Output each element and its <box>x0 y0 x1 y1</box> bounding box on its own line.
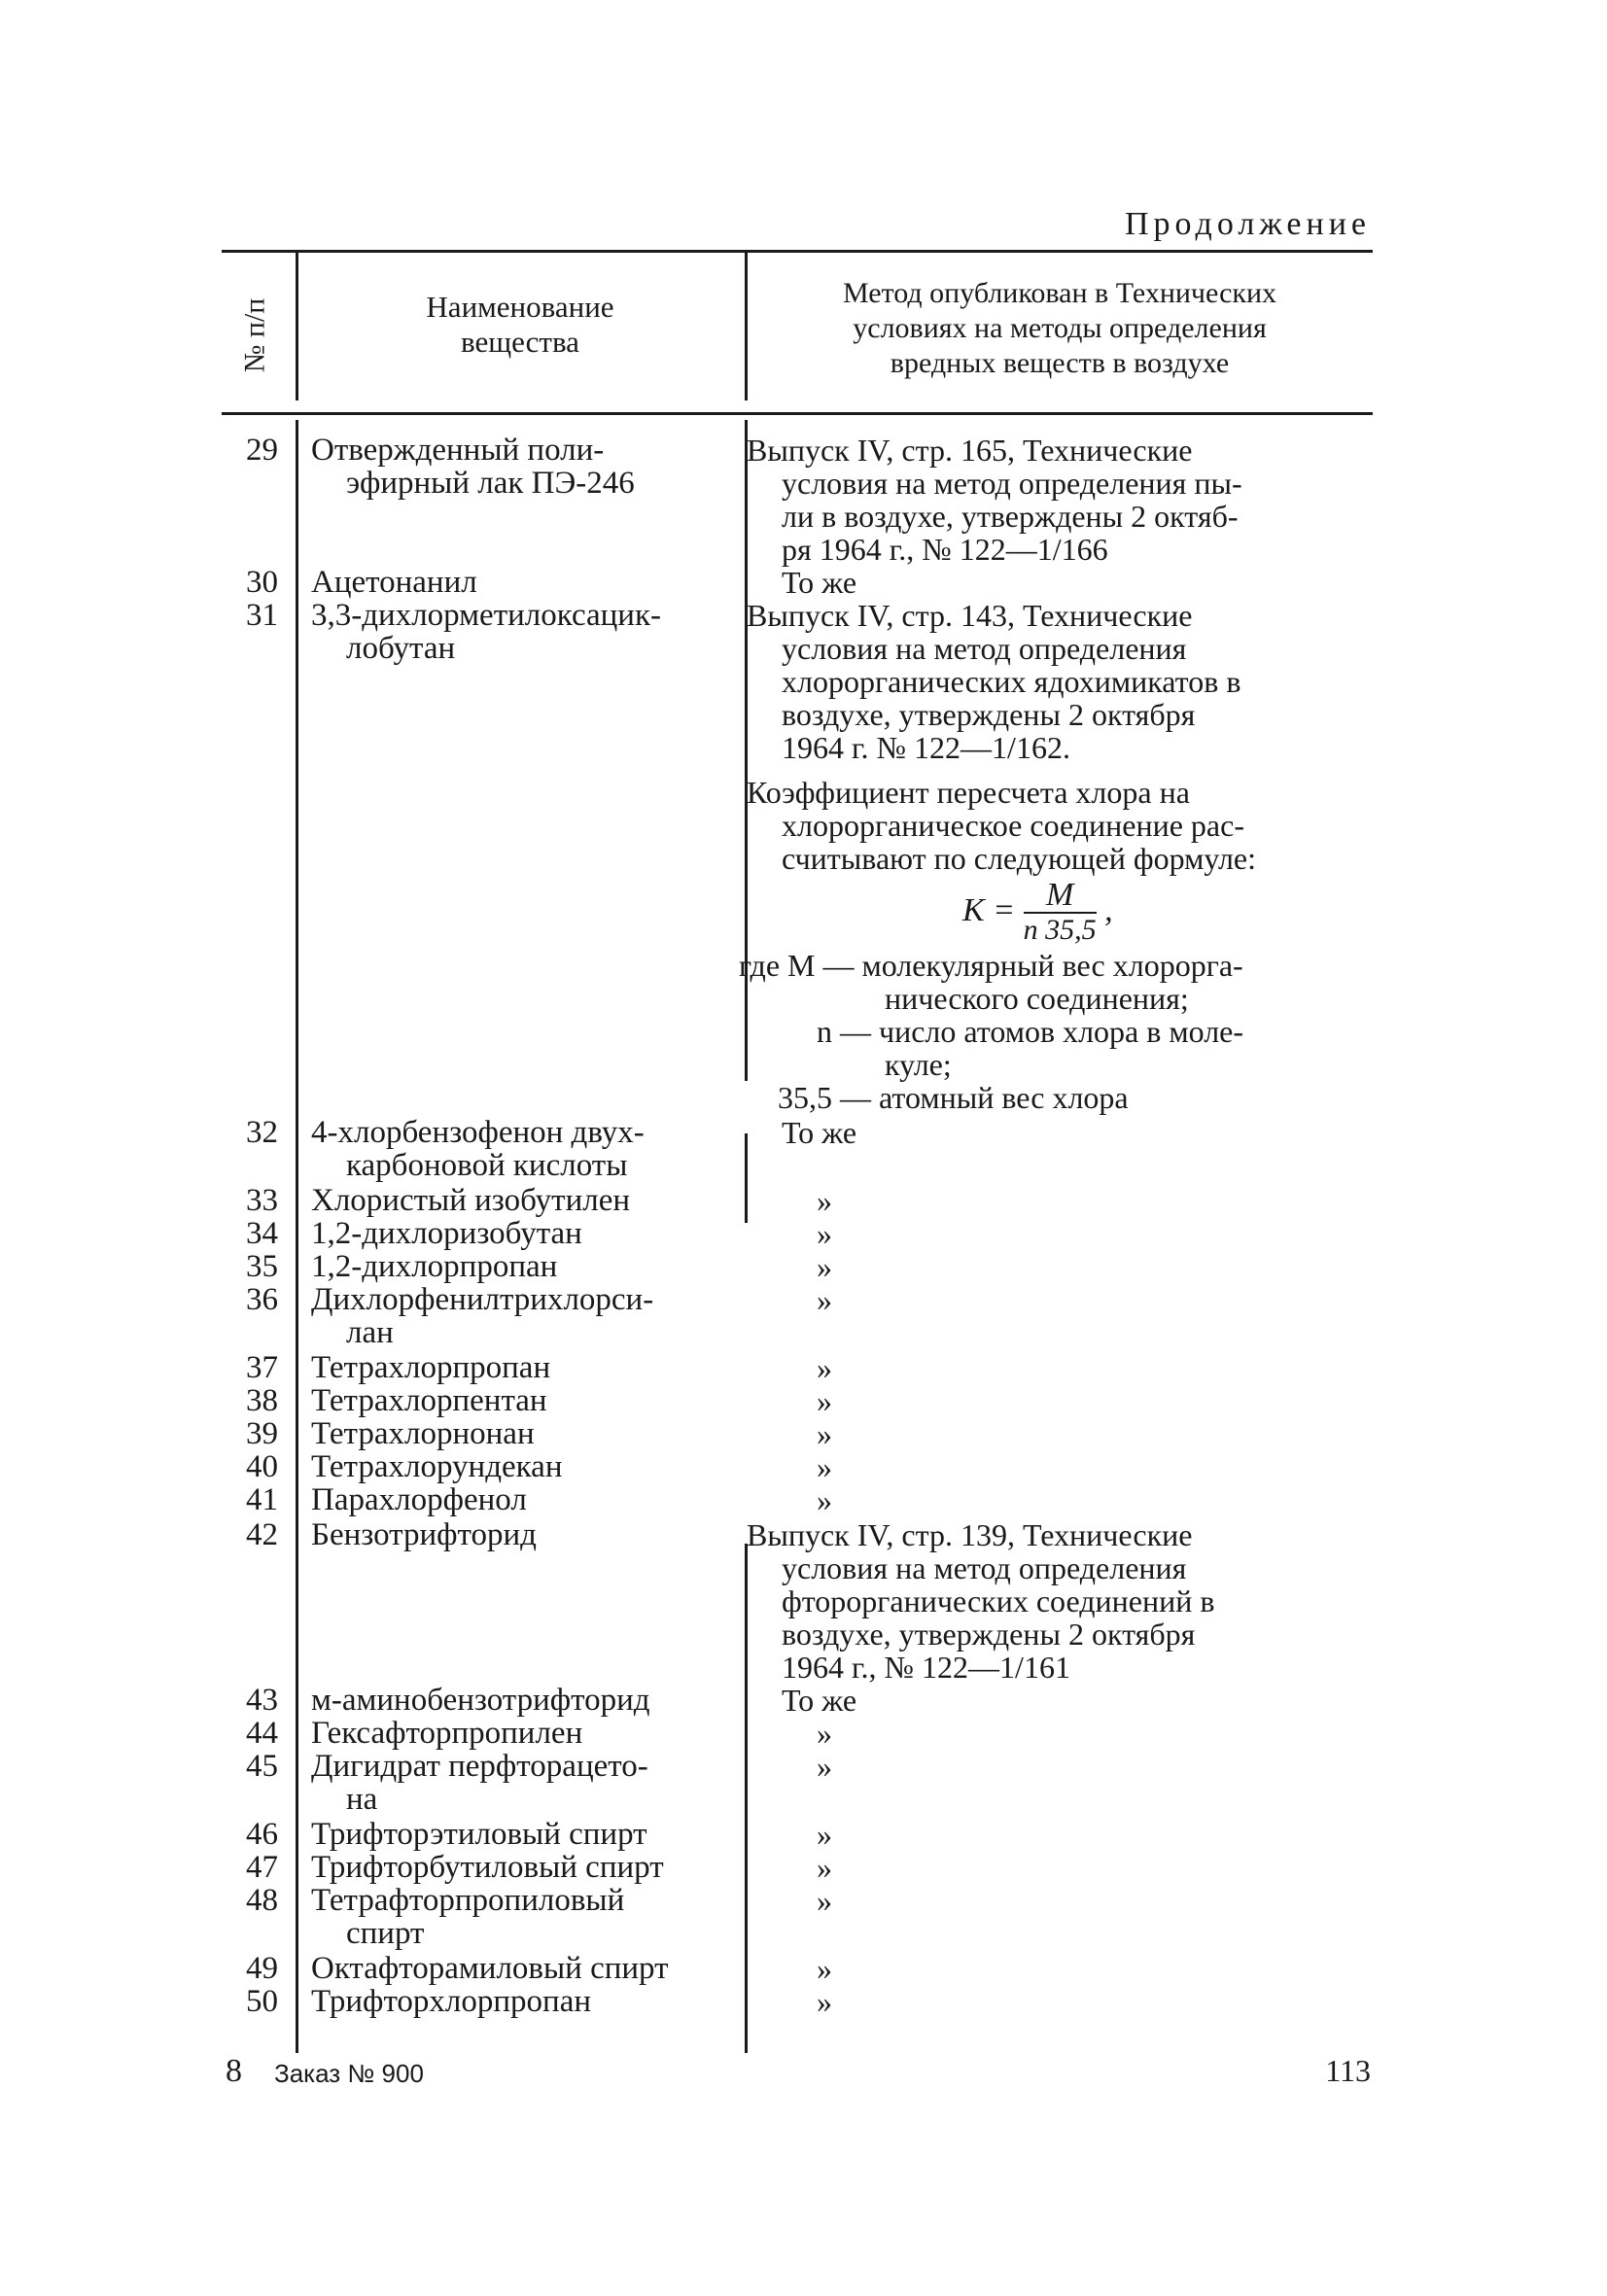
substance-name: м-аминобензотрифторид <box>311 1683 650 1718</box>
row-number: 37 <box>246 1350 278 1385</box>
substance-name: Тетрахлорундекан <box>311 1449 563 1484</box>
substance-name <box>311 1116 739 1182</box>
substance-name <box>311 434 739 500</box>
row-number: 34 <box>246 1216 278 1251</box>
method-cell: » <box>817 1249 832 1284</box>
substance-name: Хлористый изобутилен <box>311 1183 631 1218</box>
substance-name: Бензотрифторид <box>311 1517 537 1552</box>
method-cell: То же <box>782 1115 857 1150</box>
row-number: 50 <box>246 1984 278 2019</box>
row-number: 33 <box>246 1183 278 1218</box>
method-cell: » <box>817 1282 832 1317</box>
row-number: 47 <box>246 1850 278 1885</box>
method-line: условия на метод определения <box>782 1550 1187 1585</box>
method-cell: » <box>817 1383 832 1418</box>
method-cell: » <box>817 1951 832 1986</box>
method-line: воздухе, утверждены 2 октября <box>782 1617 1196 1652</box>
row-number: 43 <box>246 1683 278 1718</box>
note-line: считывают по следующей формуле: <box>782 841 1257 876</box>
method-cell: То же <box>782 1683 857 1718</box>
header-bottom-rule <box>222 412 1373 415</box>
method-cell: » <box>817 1984 832 2019</box>
header-name-line: Наименование <box>426 290 614 324</box>
substance-name: Трифторхлорпропан <box>311 1984 592 2019</box>
method-cell: » <box>817 1716 832 1751</box>
table-top-rule <box>222 250 1373 253</box>
header-divider-2 <box>745 253 748 400</box>
name-line: лан <box>346 1315 394 1350</box>
header-divider-1 <box>296 253 298 400</box>
row-number: 40 <box>246 1449 278 1484</box>
row-number: 35 <box>246 1249 278 1284</box>
legend-line: нического соединения; <box>885 981 1189 1016</box>
formula-numerator: M <box>1024 879 1097 914</box>
method-line: Выпуск IV, стр. 143, Технические <box>747 598 1193 633</box>
header-name-line: вещества <box>461 325 579 359</box>
method-cell: » <box>817 1216 832 1251</box>
method-cell: » <box>817 1883 832 1918</box>
method-cell: » <box>817 1416 832 1451</box>
name-line: Дигидрат перфторацето- <box>311 1749 648 1784</box>
substance-name: Тетрахлорпропан <box>311 1350 551 1385</box>
substance-name: Парахлорфенол <box>311 1482 527 1517</box>
method-line: хлорорганических ядохимикатов в <box>782 664 1241 699</box>
method-cell <box>747 434 1369 566</box>
row-number: 38 <box>246 1383 278 1418</box>
row-number: 44 <box>246 1716 278 1751</box>
formula-legend <box>739 949 1380 1114</box>
note-line: Коэффициент пересчета хлора на <box>747 775 1190 810</box>
method-line: условия на метод определения пы- <box>782 466 1242 501</box>
method-cell: » <box>817 1350 832 1385</box>
method-cell: » <box>817 1183 832 1218</box>
substance-name: Гексафторпропилен <box>311 1716 583 1751</box>
row-number: 45 <box>246 1749 278 1784</box>
formula-denominator: n 35,5 <box>1023 914 1097 946</box>
row-number: 36 <box>246 1282 278 1317</box>
name-line: 3,3-дихлорметилоксацик- <box>311 598 661 633</box>
substance-name: 1,2-дихлоризобутан <box>311 1216 582 1251</box>
method-line: условия на метод определения <box>782 631 1187 666</box>
method-cell: » <box>817 1850 832 1885</box>
method-line: фторорганических соединений в <box>782 1583 1215 1618</box>
method-line: ли в воздухе, утверждены 2 октяб- <box>782 499 1239 534</box>
method-line: ря 1964 г., № 122—1/166 <box>782 532 1108 567</box>
method-cell: » <box>817 1482 832 1517</box>
name-line: спирт <box>346 1916 425 1951</box>
header-method-line: условиях на методы определения <box>853 312 1267 344</box>
formula-tail: , <box>1104 891 1113 928</box>
method-cell: » <box>817 1749 832 1784</box>
method-cell: » <box>817 1817 832 1852</box>
legend-line: куле; <box>885 1047 952 1082</box>
substance-name: Тетрахлорнонан <box>311 1416 535 1451</box>
substance-name: Октафторамиловый спирт <box>311 1951 669 1986</box>
name-line: Дихлорфенилтрихлорси- <box>311 1282 654 1317</box>
substance-name: Тетрахлорпентан <box>311 1383 547 1418</box>
substance-name <box>311 599 739 665</box>
row-number: 41 <box>246 1482 278 1517</box>
row-number: 29 <box>246 433 278 468</box>
legend-line: n — число атомов хлора в моле- <box>817 1014 1244 1049</box>
formula-fraction <box>1024 879 1097 947</box>
method-cell: То же <box>782 565 857 600</box>
row-number: 46 <box>246 1817 278 1852</box>
header-number-text: № п/п <box>238 297 271 373</box>
name-line: карбоновой кислоты <box>346 1148 628 1183</box>
header-name <box>301 290 739 360</box>
row-number: 31 <box>246 598 278 633</box>
substance-name: 1,2-дихлорпропан <box>311 1249 558 1284</box>
legend-line: 35,5 — атомный вес хлора <box>778 1080 1129 1115</box>
signature-mark: 8 <box>226 2053 242 2089</box>
name-line: Тетрафторпропиловый <box>311 1883 625 1918</box>
page-number: 113 <box>1325 2053 1371 2088</box>
row-number: 42 <box>246 1517 278 1552</box>
name-line: Отвержденный поли- <box>311 433 605 468</box>
formula-lhs: K = <box>962 891 1016 928</box>
name-line: лобутан <box>346 631 456 666</box>
note-line: хлорорганическое соединение рас- <box>782 808 1244 843</box>
header-method-line: Метод опубликован в Технических <box>842 277 1277 309</box>
header-method <box>749 276 1371 381</box>
substance-name: Трифторэтиловый спирт <box>311 1817 647 1852</box>
row-number: 30 <box>246 565 278 600</box>
substance-name: Ацетонанил <box>311 565 477 600</box>
name-line: на <box>346 1782 378 1817</box>
method-line: Выпуск IV, стр. 139, Технические <box>747 1517 1193 1552</box>
row-number: 32 <box>246 1115 278 1150</box>
method-line: 1964 г. № 122—1/162. <box>782 730 1070 765</box>
header-number <box>226 282 284 389</box>
name-line: 4-хлорбензофенон двух- <box>311 1115 645 1150</box>
row-number: 39 <box>246 1416 278 1451</box>
column-divider-1 <box>296 420 298 2053</box>
method-line: Выпуск IV, стр. 165, Технические <box>747 433 1193 468</box>
row-number: 49 <box>246 1951 278 1986</box>
name-line: эфирный лак ПЭ-246 <box>346 466 635 501</box>
row-number: 48 <box>246 1883 278 1918</box>
method-line: 1964 г., № 122—1/161 <box>782 1650 1070 1685</box>
legend-line: где M — молекулярный вес хлорорга- <box>739 948 1243 983</box>
conversion-formula <box>962 879 1113 947</box>
order-number: Заказ № 900 <box>274 2059 424 2088</box>
method-line: воздухе, утверждены 2 октября <box>782 697 1196 732</box>
substance-name: Трифторбутиловый спирт <box>311 1850 664 1885</box>
header-method-line: вредных веществ в воздухе <box>890 347 1230 379</box>
method-cell: » <box>817 1449 832 1484</box>
method-cell <box>747 599 1369 875</box>
continuation-label: Продолжение <box>1124 206 1371 242</box>
method-cell <box>747 1518 1369 1684</box>
